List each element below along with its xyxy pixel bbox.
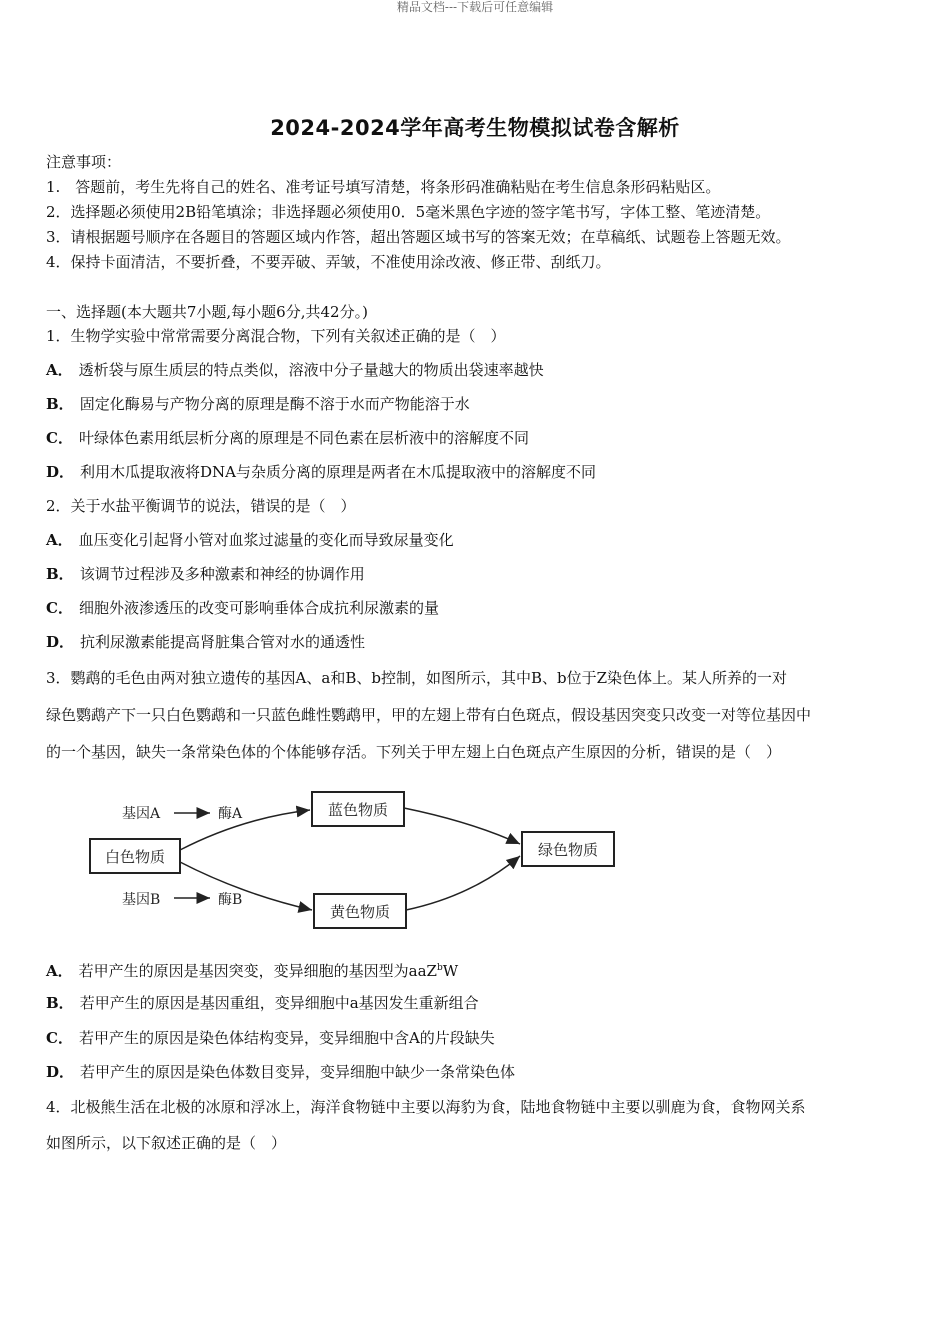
- option-letter: D．: [46, 633, 75, 651]
- option-text: 若甲产生的原因是染色体数目变异，变异细胞中缺少一条常染色体: [80, 1063, 516, 1081]
- option-letter: A．: [46, 361, 73, 379]
- question-2-option-d: [46, 632, 365, 652]
- notice-item: 3．请根据题号顺序在各题目的答题区域内作答，超出答题区域书写的答案无效；在草稿纸、试题卷上答题无效。: [46, 228, 791, 246]
- green-substance-label: 绿色物质: [537, 841, 599, 859]
- question-3-stem-line: 绿色鹦鹉产下一只白色鹦鹉和一只蓝色雌性鹦鹉甲，甲的左翅上带有白色斑点，假设基因突变只改变一对等位基因中: [46, 706, 812, 724]
- header-note: 精品文档---下载后可任意编辑: [396, 0, 554, 14]
- question-1-stem: 1．生物学实验中常常需要分离混合物，下列有关叙述正确的是（ ）: [46, 327, 506, 345]
- option-letter: D．: [46, 1063, 75, 1081]
- gene-b-label: 基因B: [122, 892, 161, 908]
- question-3-option-a: [46, 958, 458, 981]
- option-letter: C．: [46, 599, 73, 617]
- option-text: 若甲产生的原因是染色体结构变异，变异细胞中含A的片段缺失: [78, 1029, 495, 1047]
- option-letter: B．: [46, 994, 74, 1012]
- question-1-option-d: [46, 462, 596, 482]
- blue-substance-label: 蓝色物质: [327, 801, 389, 819]
- option-text: 固定化酶易与产物分离的原理是酶不溶于水而产物能溶于水: [79, 395, 470, 413]
- option-text: 抗利尿激素能提高肾脏集合管对水的通透性: [80, 633, 366, 651]
- question-3-stem-line: 3．鹦鹉的毛色由两对独立遗传的基因A、a和B、b控制，如图所示，其中B、b位于Z染色体上。某人所养的一对: [46, 669, 787, 687]
- section-heading: 一、选择题(本大题共7小题,每小题6分,共42分。): [46, 303, 368, 321]
- notice-item: 4．保持卡面清洁，不要折叠，不要弄破、弄皱，不准使用涂改液、修正带、刮纸刀。: [46, 253, 611, 271]
- option-letter: B．: [46, 395, 74, 413]
- option-letter: C．: [46, 429, 73, 447]
- question-2-option-b: [46, 564, 365, 584]
- option-text: 若甲产生的原因是基因重组，变异细胞中a基因发生重新组合: [79, 994, 479, 1012]
- question-3-option-c: [46, 1028, 495, 1048]
- question-2-stem: 2．关于水盐平衡调节的说法，错误的是（ ）: [46, 497, 356, 515]
- option-letter: A．: [46, 531, 73, 549]
- question-4-stem-line: 如图所示，以下叙述正确的是（ ）: [46, 1134, 287, 1152]
- enzyme-b-label: 酶B: [218, 892, 243, 908]
- gene-a-label: 基因A: [122, 806, 161, 822]
- question-1-option-c: [46, 428, 529, 448]
- question-1-option-a: [46, 360, 544, 380]
- page-title: 2024-2024学年高考生物模拟试卷含解析: [270, 116, 680, 140]
- question-4-stem-line: 4．北极熊生活在北极的冰原和浮冰上，海洋食物链中主要以海豹为食，陆地食物链中主要以驯鹿为食，食物网关系: [46, 1098, 806, 1116]
- option-letter: C．: [46, 1029, 73, 1047]
- blue-to-green-arrow: [404, 808, 520, 844]
- question-1-option-b: [46, 394, 470, 414]
- option-superscript: b: [436, 963, 443, 973]
- white-to-yellow-arrow: [180, 862, 312, 910]
- option-text: 血压变化引起肾小管对血浆过滤量的变化而导致尿量变化: [78, 531, 454, 549]
- option-text: 该调节过程涉及多种激素和神经的协调作用: [79, 565, 365, 583]
- option-text: 利用木瓜提取液将DNA与杂质分离的原理是两者在木瓜提取液中的溶解度不同: [80, 463, 597, 481]
- notice-item: 2．选择题必须使用2B铅笔填涂；非选择题必须使用0．5毫米黑色字迹的签字笔书写，字体工整、笔迹清楚。: [46, 203, 771, 221]
- option-text: 细胞外液渗透压的改变可影响垂体合成抗利尿激素的量: [78, 599, 439, 617]
- option-letter: D．: [46, 463, 75, 481]
- question-3-option-b: [46, 993, 479, 1013]
- option-letter: B．: [46, 565, 74, 583]
- white-to-blue-arrow: [180, 810, 310, 850]
- yellow-to-green-arrow: [406, 856, 520, 910]
- notice-heading: 注意事项：: [46, 153, 122, 171]
- option-text: 若甲产生的原因是基因突变，变异细胞的基因型为aaZ: [78, 962, 437, 980]
- pigment-pathway-diagram: [82, 780, 642, 940]
- question-3-option-d: [46, 1062, 515, 1082]
- question-3-stem-line: 的一个基因，缺失一条常染色体的个体能够存活。下列关于甲左翅上白色斑点产生原因的分析，错误的是（ ）: [46, 743, 782, 761]
- question-2-option-c: [46, 598, 439, 618]
- option-text: 透析袋与原生质层的特点类似，溶液中分子量越大的物质出袋速率越快: [78, 361, 544, 379]
- option-letter: A．: [46, 962, 73, 980]
- option-text-tail: W: [442, 962, 459, 980]
- enzyme-a-label: 酶A: [218, 806, 243, 822]
- yellow-substance-label: 黄色物质: [329, 903, 391, 921]
- white-substance-label: 白色物质: [104, 848, 166, 866]
- notice-item: 1. 答题前，考生先将自己的姓名、准考证号填写清楚，将条形码准确粘贴在考生信息条形码粘贴区。: [46, 178, 721, 196]
- option-text: 叶绿体色素用纸层析分离的原理是不同色素在层析液中的溶解度不同: [78, 429, 529, 447]
- question-2-option-a: [46, 530, 454, 550]
